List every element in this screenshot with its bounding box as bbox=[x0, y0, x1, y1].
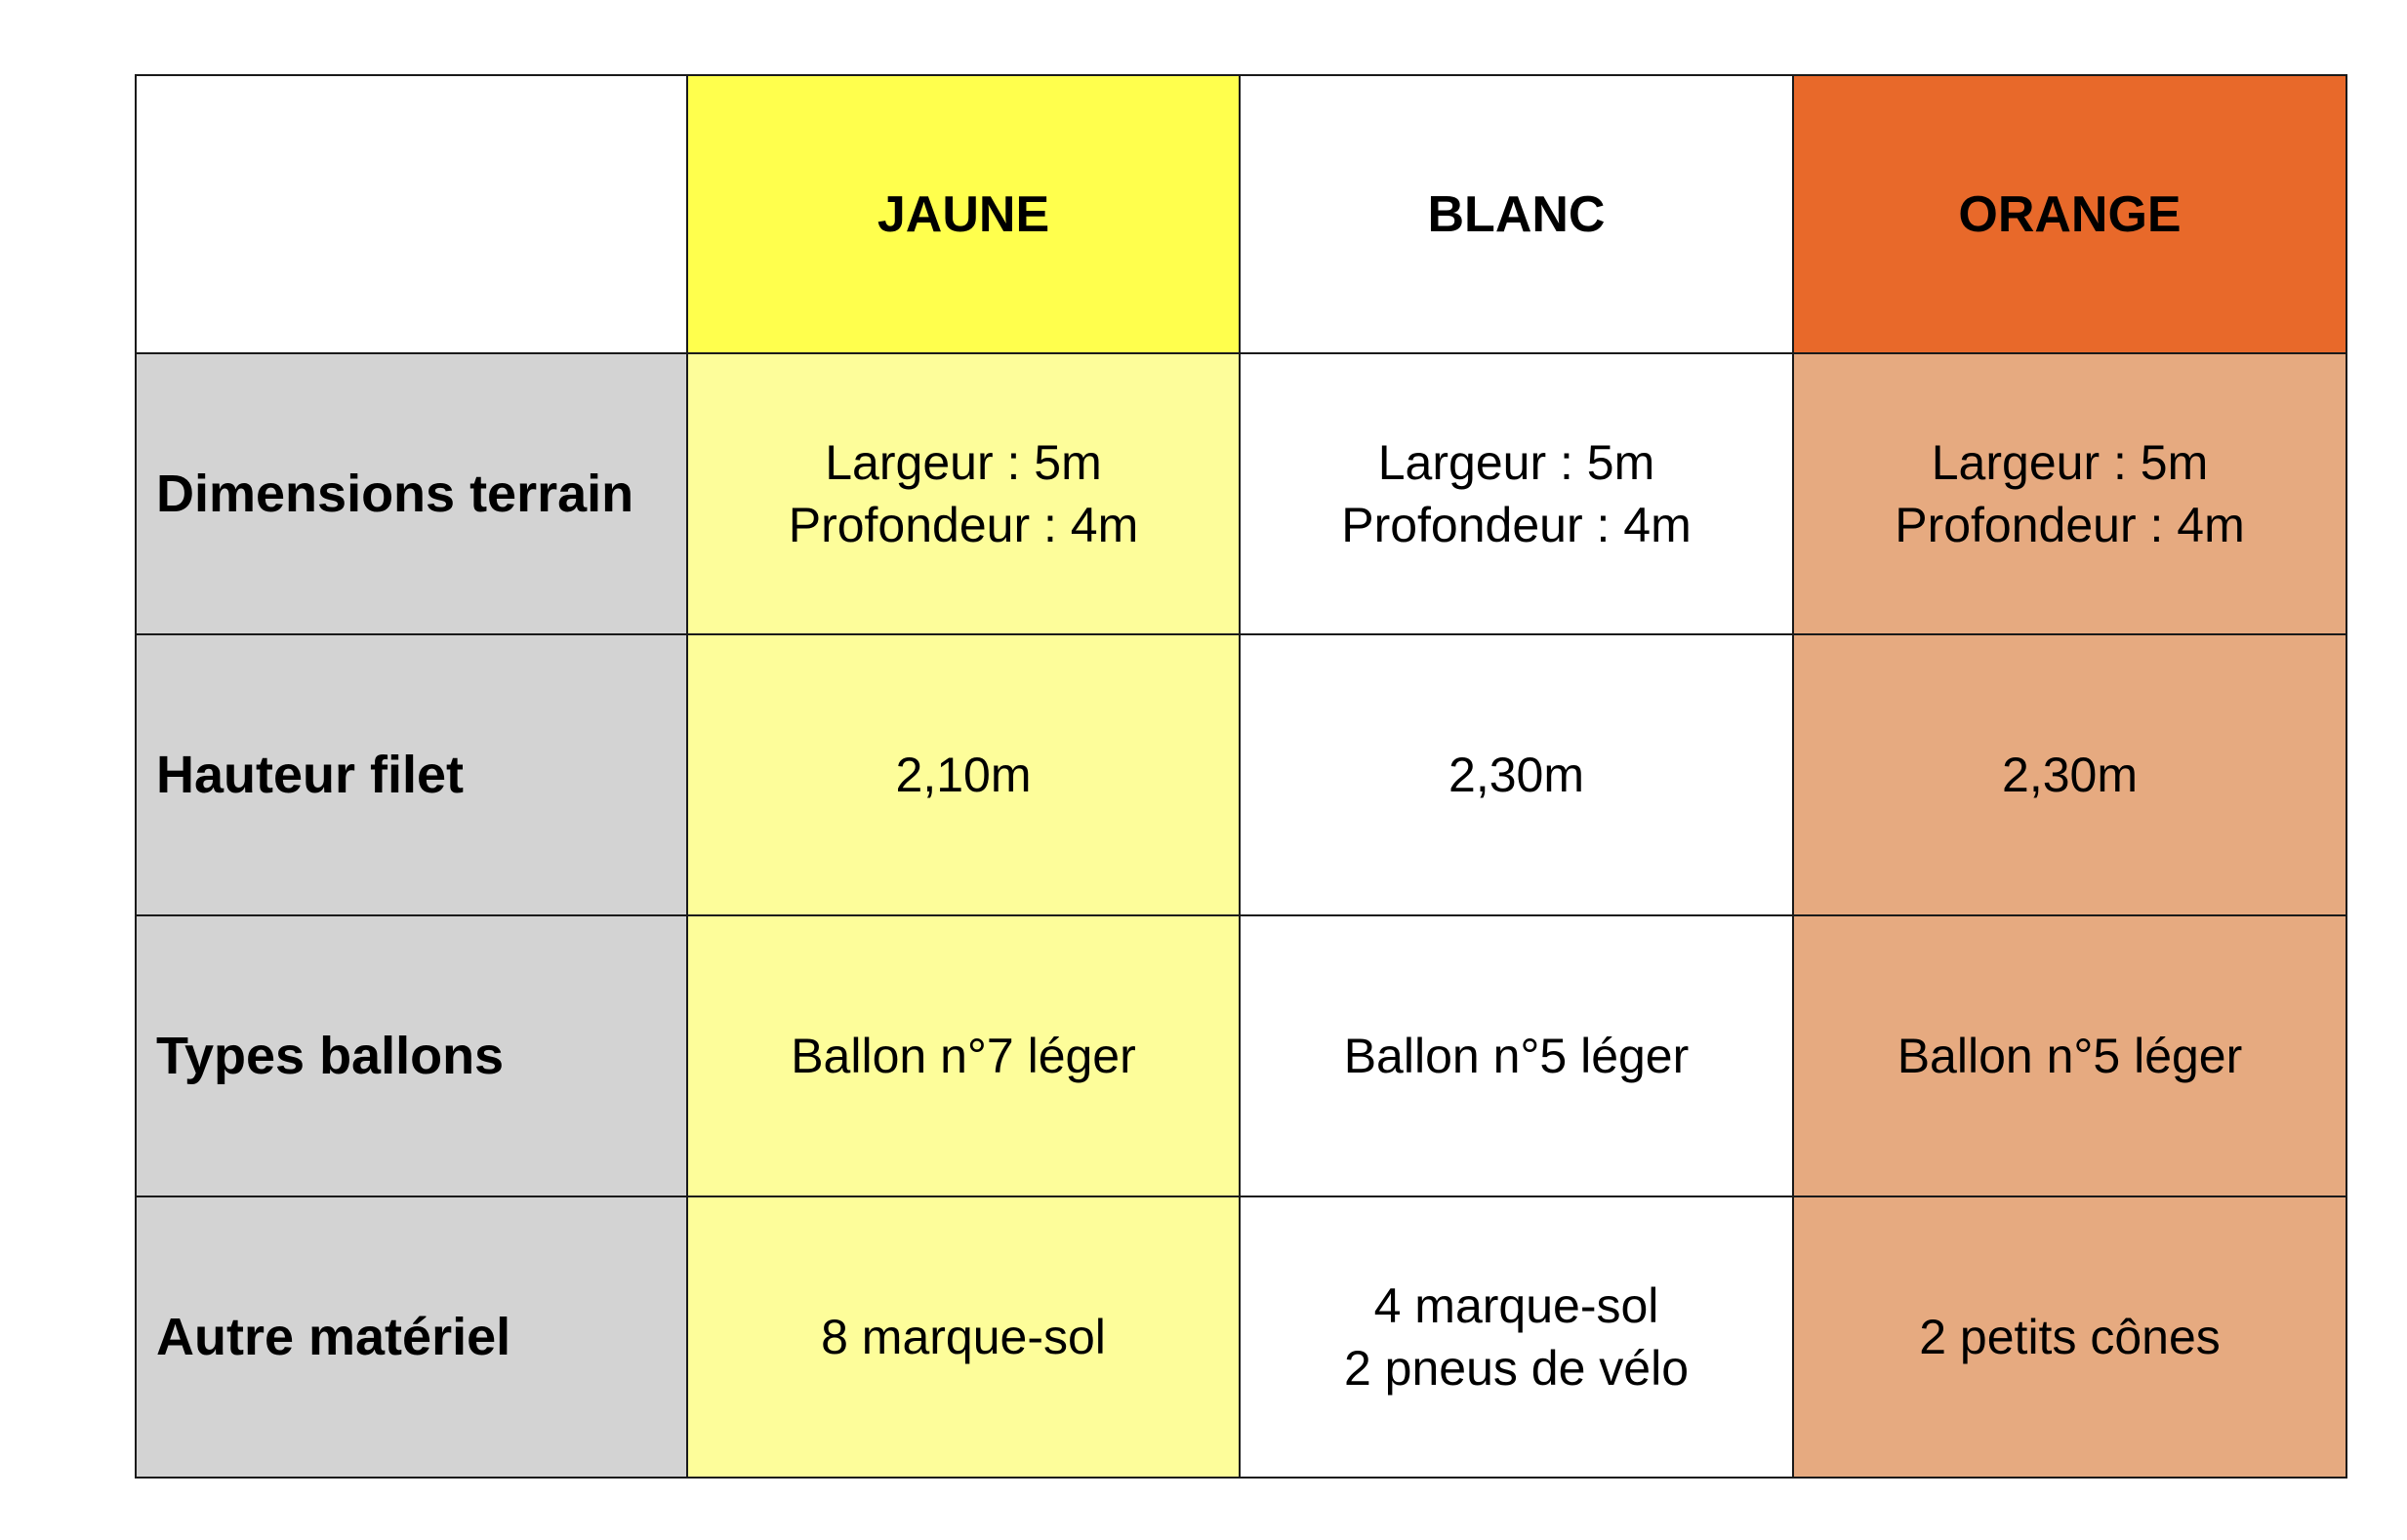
table-row bbox=[136, 1196, 2346, 1478]
table-cell bbox=[687, 353, 1240, 634]
cell-line: 2 petits cônes bbox=[1919, 1310, 2221, 1364]
column-header-blanc bbox=[1240, 75, 1793, 353]
table-cell bbox=[1793, 634, 2346, 915]
table-cell bbox=[1240, 915, 1793, 1196]
row-header-label: Dimensions terrain bbox=[156, 465, 634, 523]
table-row bbox=[136, 915, 2346, 1196]
column-header-orange bbox=[1793, 75, 2346, 353]
cell-line: 2,30m bbox=[2002, 748, 2138, 802]
cell-line: Profondeur : 4m bbox=[1895, 498, 2245, 552]
table-cell bbox=[1240, 1196, 1793, 1478]
row-header-label: Hauteur filet bbox=[156, 746, 465, 804]
table-cell bbox=[1240, 634, 1793, 915]
row-header bbox=[136, 353, 687, 634]
table-header-row bbox=[136, 75, 2346, 353]
cell-line: Ballon n°7 léger bbox=[791, 1029, 1136, 1083]
cell-line: Largeur : 5m bbox=[825, 435, 1102, 490]
cell-line: 2,10m bbox=[895, 748, 1032, 802]
table-cell bbox=[687, 915, 1240, 1196]
table-cell bbox=[687, 1196, 1240, 1478]
column-header-label: BLANC bbox=[1427, 185, 1606, 243]
cell-line: 2,30m bbox=[1448, 748, 1584, 802]
row-header bbox=[136, 1196, 687, 1478]
row-header-label: Autre matériel bbox=[156, 1308, 511, 1366]
cell-line: 4 marque-sol bbox=[1373, 1278, 1659, 1333]
row-header bbox=[136, 634, 687, 915]
column-header-label: ORANGE bbox=[1958, 185, 2182, 243]
cell-line: Ballon n°5 léger bbox=[1343, 1029, 1690, 1083]
table-cell bbox=[687, 634, 1240, 915]
cell-line: 8 marque-sol bbox=[821, 1310, 1106, 1364]
column-header-jaune bbox=[687, 75, 1240, 353]
row-header-label: Types ballons bbox=[156, 1027, 505, 1085]
table-cell bbox=[1793, 1196, 2346, 1478]
table-cell bbox=[1793, 353, 2346, 634]
cell-line: Profondeur : 4m bbox=[1341, 498, 1692, 552]
table-row bbox=[136, 353, 2346, 634]
column-header-label: JAUNE bbox=[877, 185, 1050, 243]
cell-line: 2 pneus de vélo bbox=[1343, 1341, 1690, 1396]
cell-line: Largeur : 5m bbox=[1931, 435, 2209, 490]
table-row bbox=[136, 634, 2346, 915]
level-comparison-table bbox=[135, 74, 2347, 1479]
table-cell bbox=[1793, 915, 2346, 1196]
corner-cell bbox=[136, 75, 687, 353]
table-cell bbox=[1240, 353, 1793, 634]
cell-line: Largeur : 5m bbox=[1377, 435, 1655, 490]
row-header bbox=[136, 915, 687, 1196]
cell-line: Ballon n°5 léger bbox=[1897, 1029, 2243, 1083]
cell-line: Profondeur : 4m bbox=[788, 498, 1139, 552]
